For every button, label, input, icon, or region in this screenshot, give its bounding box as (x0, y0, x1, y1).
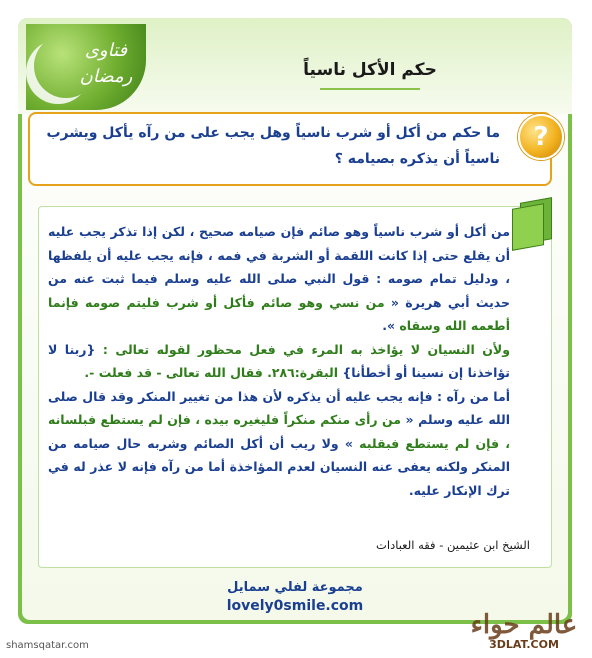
title-underline (320, 88, 420, 90)
question-text: ما حكم من أكل أو شرب ناسياً وهل يجب على من رآه يأكل ويشرب ناسياً أن يذكره بصيامه ؟ (46, 125, 500, 167)
logo-line1: فتاوى (84, 40, 128, 61)
answer-text (48, 220, 510, 502)
source-citation: الشيخ ابن عثيمين - فقه العبادات (376, 538, 530, 552)
answer-paragraph-3: أما من رآه : فإنه يجب عليه أن يذكره لأن هذا من تغيير المنكر وقد قال صلى الله عليه وسلم « من رأى منكم منكراً فليغيره بيده ، فإن لم يستطع فبلسانه ، فإن لم يستطع فبقلبه » ولا ريب أن أكل الصائم وشربه حال صيامه من المنكر ولكنه يعفى عنه النسيان لعدم المؤاخذة أما من رآه فإنه لا عذر له في ترك الإنكار عليه. (48, 388, 511, 498)
watermark-logo (462, 610, 586, 654)
question-mark-icon: ? (518, 114, 564, 160)
footer-website-link[interactable]: lovely0smile.com (226, 598, 364, 614)
book-icon (510, 196, 558, 246)
watermark-left: shamsqatar.com (6, 640, 89, 651)
answer-paragraph-2: ولأن النسيان لا يؤاخذ به المرء في فعل محظور لقوله تعالى : {ربنا لا تؤاخذنا إن نسينا أو أخطأنا} البقرة:٢٨٦. فقال الله تعالى - قد فعلت -. (48, 341, 511, 380)
logo-text (66, 38, 146, 90)
logo-line2: رمضان (79, 66, 133, 87)
ramadan-fatwa-logo (26, 24, 146, 110)
watermark-logo-text: عالم حواء (470, 610, 578, 640)
page-title: حكم الأكل ناسياً (303, 60, 437, 80)
footer-group-name: مجموعة لفلي سمايل (227, 580, 363, 595)
watermark-logo-domain: 3DLAT.COM (489, 638, 559, 651)
answer-paragraph-1: من أكل أو شرب ناسياً وهو صائم فإن صيامه صحيح ، لكن إذا تذكر يجب عليه أن يقلع حتى إذا كانت اللقمة أو الشربة في فمه ، فإنه يجب عليه أن يلفظها ، ودليل تمام صومه : قول النبي صلى الله عليه وسلم فيما ثبت عنه من حديث أبي هريرة « من نسي وهو صائم فأكل أو شرب فليتم صومه فإنما أطعمه الله وسقاه ». (48, 224, 510, 333)
